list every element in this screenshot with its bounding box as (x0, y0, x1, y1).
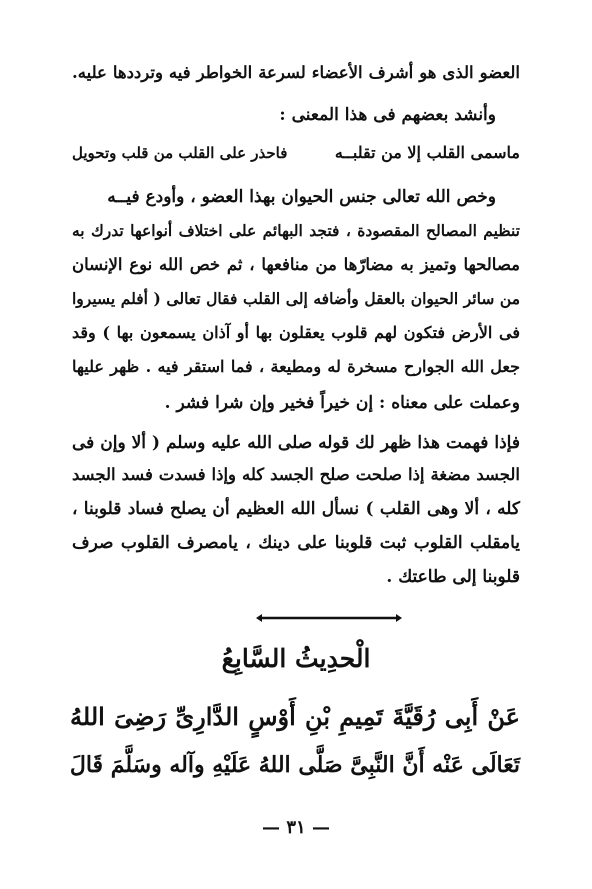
hadith-line: تَعَالَى عَنْه أَنَّ النَّبِىَّ صَلَّى اللهُ عَلَيْهِ وآله وسَلَّمَ قَالَ (69, 752, 520, 778)
page-number: — ٣١ — (262, 817, 330, 838)
hadith-line: عَنْ أَبِى رُقَيَّةَ تَمِيمِ بْنِ أَوْسٍ الدَّارِىِّ رَضِىَ اللهُ (70, 702, 520, 731)
section-divider (256, 614, 402, 622)
text-line: قلوبنا إلى طاعتك . (386, 567, 520, 587)
text-line: مصالحها وتميز به مضارّها من منافعها ، ثم خص الله نوع الإنسان (72, 255, 520, 274)
text-line: جعل الله الجوارح مسخرة له ومطيعة ، فما استقر فيه . ظهر عليها (72, 357, 520, 376)
text-line: فإذا فهمت هذا ظهر لك قوله صلى الله عليه وسلم ( ألا وإن فى (72, 433, 520, 453)
verse-hemistich-right: ماسمى القلب إلا من تقلبــه (334, 143, 520, 162)
text-line: من سائر الحيوان بالعقل وأضافه إلى القلب فقال تعالى ( أفلم يسيروا (72, 289, 520, 308)
text-line: يامقلب القلوب ثبت قلوبنا على دينك ، يامصرف القلوب صرف (72, 533, 520, 553)
text-line: فى الأرض فتكون لهم قلوب يعقلون بها أو آذان يسمعون بها ) وقد (72, 323, 520, 342)
text-line: وعملت على معناه : إن خيراً فخير وإن شرا فشر . (164, 393, 520, 413)
text-line: تنظيم المصالح المقصودة ، فتجد البهائم على اختلاف أنواعها تدرك به (72, 221, 520, 240)
text-line: وأنشد بعضهم فى هذا المعنى : (279, 105, 496, 125)
verse-hemistich-left: فاحذر على القلب من قلب وتحويل (72, 144, 288, 162)
text-line: كله ، ألا وهى القلب ) نسأل الله العظيم أن يصلح فساد قلوبنا ، (72, 499, 520, 519)
text-line: وخص الله تعالى جنس الحيوان بهذا العضو ، وأودع فيــه (107, 187, 496, 207)
section-heading: الْحدِيثُ السَّابِعُ (221, 644, 371, 673)
text-line: الجسد مضغة إذا صلحت صلح الجسد كله وإذا فسدت فسد الجسد (72, 465, 520, 484)
text-line: العضو الذى هو أشرف الأعضاء لسرعة الخواطر فيه وترددها عليه. (72, 63, 520, 82)
